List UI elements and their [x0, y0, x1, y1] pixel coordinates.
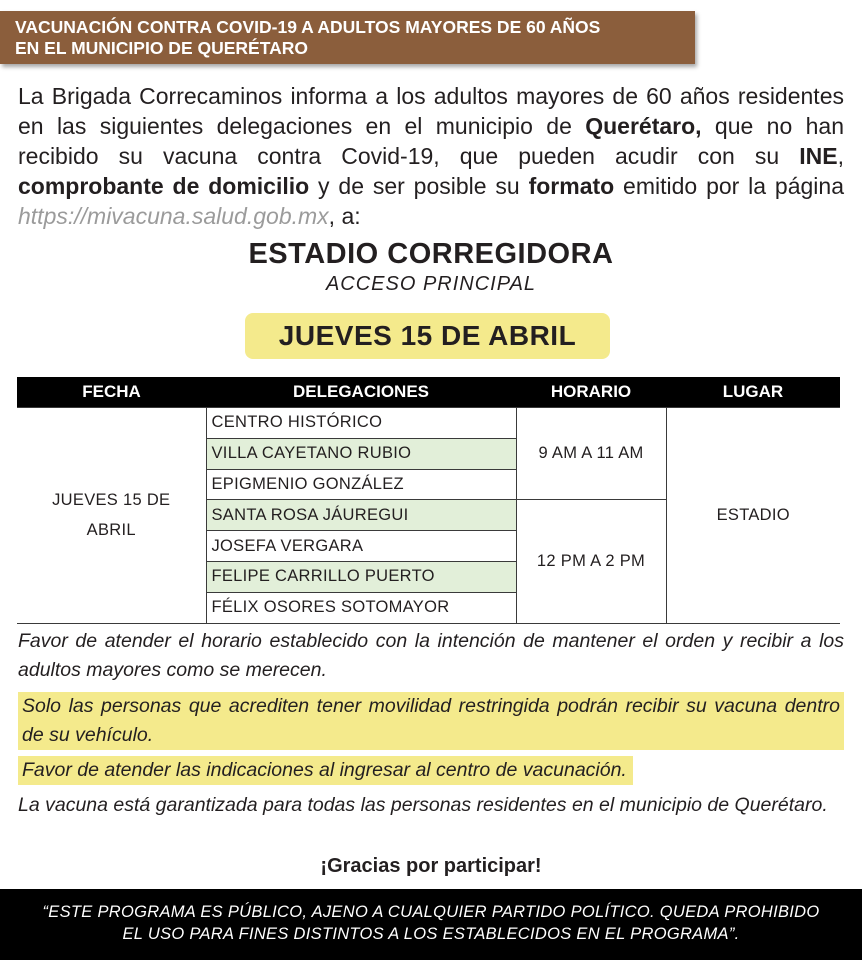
- note-schedule: Favor de atender el horario establecido con la intención de mantener el orden y recibir a los adultos mayores como se merecen.: [18, 630, 844, 681]
- header-fecha: FECHA: [17, 377, 206, 408]
- fecha-line-1: JUEVES 15 DE: [52, 491, 171, 510]
- intro-paragraph: [18, 81, 844, 231]
- delegacion-cell: SANTA ROSA JÁUREGUI: [206, 500, 516, 531]
- schedule-table: [17, 377, 840, 624]
- table-header-row: [17, 377, 840, 408]
- delegacion-cell: EPIGMENIO GONZÁLEZ: [206, 469, 516, 500]
- venue-title: ESTADIO CORREGIDORA: [248, 238, 614, 270]
- intro-bold-city: Querétaro,: [585, 113, 702, 139]
- horario-cell-2: 12 PM A 2 PM: [516, 500, 666, 623]
- delegacion-cell: CENTRO HISTÓRICO: [206, 408, 516, 439]
- note-instructions: Favor de atender las indicaciones al ingresar al centro de vacunación.: [18, 756, 633, 785]
- intro-text-3: ,: [837, 143, 844, 169]
- header-lugar: LUGAR: [666, 377, 840, 408]
- footer-line-1: “ESTE PROGRAMA ES PÚBLICO, AJENO A CUALQUIER PARTIDO POLÍTICO. QUEDA PROHIBIDO: [42, 903, 820, 921]
- intro-text-6: , a:: [328, 203, 361, 229]
- intro-bold-domicilio: comprobante de domicilio: [18, 173, 310, 199]
- fecha-cell: [17, 408, 206, 624]
- intro-text-5: emitido por la página: [614, 173, 844, 199]
- lugar-cell: ESTADIO: [666, 408, 840, 624]
- note-guarantee: La vacuna está garantizada para todas las personas residentes en el municipio de Querétaro.: [18, 794, 828, 816]
- intro-bold-formato: formato: [528, 173, 615, 199]
- fecha-line-2: ABRIL: [86, 521, 136, 540]
- horario-cell-1: 9 AM A 11 AM: [516, 408, 666, 500]
- intro-bold-ine: INE: [799, 143, 838, 169]
- banner-line-1: VACUNACIÓN CONTRA COVID-19 A ADULTOS MAYORES DE 60 AÑOS: [15, 17, 601, 37]
- table-row: [17, 408, 840, 439]
- date-badge: JUEVES 15 DE ABRIL: [245, 313, 610, 359]
- thanks-message: ¡Gracias por participar!: [320, 855, 542, 877]
- delegacion-cell: JOSEFA VERGARA: [206, 531, 516, 562]
- note-mobility: Solo las personas que acrediten tener movilidad restringida podrán recibir su vacuna dentro de su vehículo.: [18, 692, 844, 750]
- delegacion-cell: FELIPE CARRILLO PUERTO: [206, 561, 516, 592]
- header-horario: HORARIO: [516, 377, 666, 408]
- header-delegaciones: DELEGACIONES: [206, 377, 516, 408]
- intro-text-4: y de ser posible su: [309, 173, 529, 199]
- intro-text-2: que no han recibido su vacuna contra Covid-19, que pueden acudir con su: [18, 113, 844, 169]
- venue-subtitle: ACCESO PRINCIPAL: [325, 273, 537, 295]
- footer-line-2: EL USO PARA FINES DISTINTOS A LOS ESTABLECIDOS EN EL PROGRAMA”.: [122, 925, 740, 943]
- delegacion-cell: FÉLIX OSORES SOTOMAYOR: [206, 592, 516, 623]
- delegacion-cell: VILLA CAYETANO RUBIO: [206, 438, 516, 469]
- legal-footer: [0, 889, 862, 960]
- title-banner: [0, 11, 695, 64]
- banner-line-2: EN EL MUNICIPIO DE QUERÉTARO: [15, 38, 308, 58]
- vaccine-site-link[interactable]: https://mivacuna.salud.gob.mx: [18, 203, 329, 229]
- intro-text-1: La Brigada Correcaminos informa a los adultos mayores de 60 años residentes en las siguientes delegaciones en el municipio de: [18, 83, 844, 139]
